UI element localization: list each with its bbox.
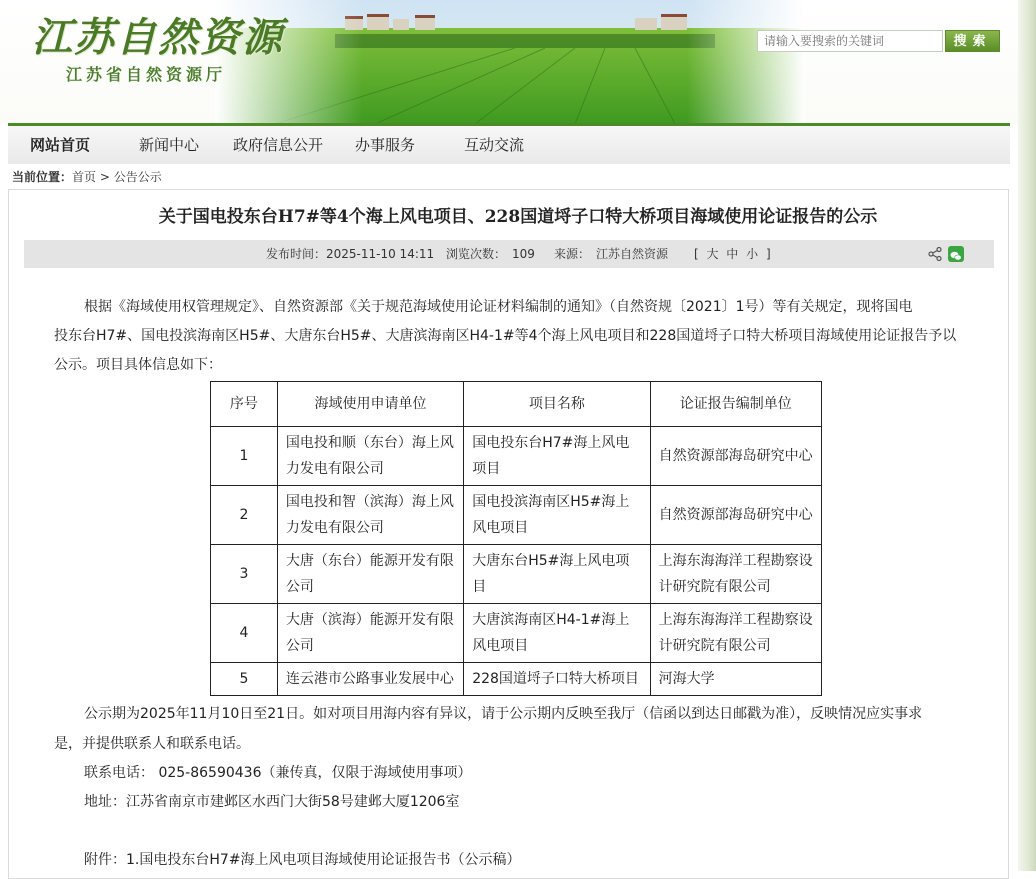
period-line-1: 公示期为2025年11月10日至21日。如对项目用海内容有异议，请于公示期内反映至我厅（信函以到达日邮戳为准），反映情况应实事求 xyxy=(84,706,923,722)
nav-item-services[interactable]: 办事服务 xyxy=(355,136,416,154)
article-title: 关于国电投东台H7#等4个海上风电项目、228国道埒子口特大桥项目海域使用论证报告的公示 xyxy=(158,207,878,227)
breadcrumb xyxy=(12,167,162,187)
cell-project: 228国道埒子口特大桥项目 xyxy=(464,663,650,696)
header-no: 序号 xyxy=(211,382,278,427)
cell-no: 3 xyxy=(211,545,278,604)
article-meta-bar xyxy=(24,240,994,268)
cell-no: 1 xyxy=(211,427,278,486)
main-nav xyxy=(8,126,1010,164)
cell-no: 4 xyxy=(211,604,278,663)
project-table xyxy=(210,381,822,696)
views-count: 109 xyxy=(512,247,535,261)
breadcrumb-label: 当前位置： xyxy=(12,170,73,184)
cell-applicant: 大唐（滨海）能源开发有限公司 xyxy=(277,604,463,663)
cell-project: 国电投滨海南区H5#海上风电项目 xyxy=(464,486,650,545)
cell-author: 河海大学 xyxy=(650,663,821,696)
nav-item-home[interactable]: 网站首页 xyxy=(30,136,91,154)
site-subtitle: 江苏省自然资源厅 xyxy=(66,65,227,84)
source-label: 来源： xyxy=(554,247,591,261)
publish-time: 2025-11-10 14:11 xyxy=(326,247,435,261)
period-line-2: 是，并提供联系人和联系电话。 xyxy=(54,736,250,752)
attachment-link[interactable]: 附件：1.国电投东台H7#海上风电项目海域使用论证报告书（公示稿） xyxy=(84,852,521,868)
search-button[interactable]: 搜索 xyxy=(945,30,1000,52)
font-size-control[interactable]: [ 大 中 小 ] xyxy=(694,247,773,261)
site-header xyxy=(0,0,1018,124)
views-label: 浏览次数： xyxy=(446,247,507,261)
breadcrumb-current[interactable]: 公告公示 xyxy=(113,170,162,184)
intro-line-2: 投东台H7#、国电投滨海南区H5#、大唐东台H5#、大唐滨海南区H4-1#等4个海上风电项目和228国道埒子口特大桥项目海域使用论证报告予以 xyxy=(54,328,957,344)
banner-image xyxy=(215,0,805,124)
search-input[interactable] xyxy=(757,30,943,52)
nav-item-news[interactable]: 新闻中心 xyxy=(139,136,200,154)
cell-no: 5 xyxy=(211,663,278,696)
table-row xyxy=(211,604,822,663)
page-side-gradient xyxy=(1018,0,1036,871)
table-row xyxy=(211,663,822,696)
nav-item-interaction[interactable]: 互动交流 xyxy=(464,136,525,154)
cell-project: 国电投东台H7#海上风电项目 xyxy=(464,427,650,486)
intro-line-3: 公示。项目具体信息如下： xyxy=(54,357,222,373)
share-icon[interactable] xyxy=(928,247,942,261)
cell-author: 自然资源部海岛研究中心 xyxy=(650,427,821,486)
header-applicant: 海域使用申请单位 xyxy=(277,382,463,427)
table-row xyxy=(211,427,822,486)
contact-address: 地址：江苏省南京市建邺区水西门大街58号建邺大厦1206室 xyxy=(84,794,460,810)
table-row xyxy=(211,545,822,604)
breadcrumb-home[interactable]: 首页 xyxy=(72,170,97,184)
wechat-icon[interactable] xyxy=(948,246,964,262)
nav-item-gov-info[interactable]: 政府信息公开 xyxy=(233,136,324,154)
cell-no: 2 xyxy=(211,486,278,545)
cell-applicant: 大唐（东台）能源开发有限公司 xyxy=(277,545,463,604)
header-author: 论证报告编制单位 xyxy=(650,382,821,427)
table-row xyxy=(211,486,822,545)
cell-project: 大唐滨海南区H4-1#海上风电项目 xyxy=(464,604,650,663)
cell-author: 自然资源部海岛研究中心 xyxy=(650,486,821,545)
cell-applicant: 国电投和智（滨海）海上风力发电有限公司 xyxy=(277,486,463,545)
header-project: 项目名称 xyxy=(464,382,650,427)
contact-phone: 联系电话： 025-86590436（兼传真，仅限于海域使用事项） xyxy=(84,765,472,781)
table-header-row xyxy=(211,382,822,427)
cell-author: 上海东海海洋工程勘察设计研究院有限公司 xyxy=(650,545,821,604)
source-name: 江苏自然资源 xyxy=(596,247,669,261)
cell-author: 上海东海海洋工程勘察设计研究院有限公司 xyxy=(650,604,821,663)
cell-project: 大唐东台H5#海上风电项目 xyxy=(464,545,650,604)
cell-applicant: 国电投和顺（东台）海上风力发电有限公司 xyxy=(277,427,463,486)
site-logo[interactable]: 江苏自然资源 xyxy=(32,14,284,61)
publish-time-label: 发布时间： xyxy=(266,247,327,261)
intro-line-1: 根据《海域使用权管理规定》、自然资源部《关于规范海域使用论证材料编制的通知》（自然资规〔2021〕1号）等有关规定，现将国电 xyxy=(84,299,913,315)
breadcrumb-separator: > xyxy=(96,170,114,184)
cell-applicant: 连云港市公路事业发展中心 xyxy=(277,663,463,696)
